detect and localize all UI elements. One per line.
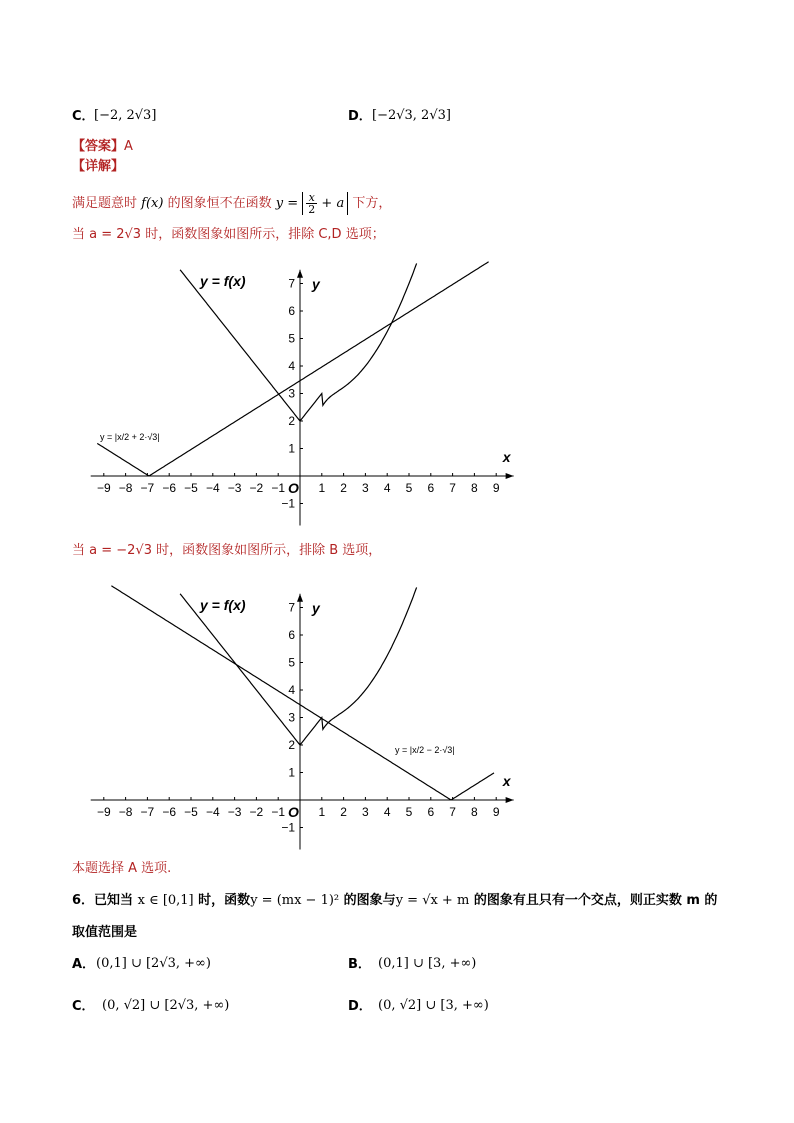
q6-option-c-value: (0, √2] ∪ [2√3, +∞): [102, 998, 230, 1013]
x-tick-label: −6: [162, 481, 177, 495]
question-number: 6．: [72, 893, 95, 908]
explain-abs-function: y = $\frac{x}{2}$ + a: [276, 196, 348, 211]
y-tick-label: 3: [288, 386, 295, 401]
q6-option-b-label: B．: [348, 957, 371, 972]
x-tick-label: 9: [492, 481, 500, 495]
curve-label: y = f(x): [200, 273, 246, 289]
y-tick-label: 1: [288, 765, 295, 780]
option-d-label: D．: [348, 109, 372, 124]
q6-text-d: 的图象有且只有一个交点，则正实数 m 的: [473, 893, 718, 908]
x-tick-label: 4: [383, 805, 391, 819]
answer-value: A: [124, 139, 133, 154]
x-tick-label: −1: [271, 805, 286, 819]
x-tick-label: 7: [449, 481, 456, 495]
y-tick-label: 6: [288, 304, 295, 318]
y-axis-label: y: [312, 600, 320, 616]
x-tick-label: 1: [318, 481, 326, 495]
y-tick-label: 4: [288, 359, 295, 373]
x-tick-label: 3: [362, 805, 369, 819]
x-tick-label: 6: [427, 481, 435, 495]
explain-fx: f(x): [141, 196, 164, 211]
x-tick-label: −3: [227, 481, 242, 495]
x-tick-label: −7: [140, 481, 155, 495]
y-tick-label: 5: [288, 331, 295, 346]
explain-line-3: [72, 542, 381, 560]
q6-cond: x ∈ [0,1]: [137, 893, 194, 908]
q6-option-b-value: (0,1] ∪ [3, +∞): [378, 956, 477, 971]
line-abs: [111, 586, 494, 800]
answer-tag: 【答案】: [72, 139, 125, 154]
x-tick-label: 9: [492, 805, 500, 819]
x-tick-label: −5: [184, 481, 198, 495]
x-tick-label: −6: [162, 805, 177, 819]
explain-text-b: 的图象恒不在函数: [167, 196, 272, 211]
q6-text-a: 已知当: [94, 893, 134, 908]
y-tick-label: 4: [288, 683, 295, 697]
x-tick-label: 6: [427, 805, 435, 819]
x-axis-label: x: [502, 449, 511, 465]
x-tick-label: −2: [249, 481, 264, 495]
curve-label: y = f(x): [200, 597, 246, 613]
x-axis-arrow: [506, 473, 514, 479]
y-axis-arrow: [297, 270, 303, 278]
x-axis-label: x: [502, 773, 511, 789]
detail-tag: 【详解】: [72, 159, 125, 174]
q6-option-c-label: C．: [72, 999, 95, 1014]
y-tick-label: 1: [288, 441, 295, 456]
x-tick-label: 1: [318, 805, 326, 819]
x-tick-label: −9: [96, 805, 111, 819]
q6-option-d-label: D．: [348, 999, 372, 1014]
x-tick-label: 5: [405, 481, 413, 495]
origin-label: O: [288, 804, 299, 820]
x-tick-label: −4: [205, 481, 220, 495]
explain-rest-2: 函数图象如图所示，排除 B 选项，: [182, 543, 382, 558]
q6-option-a-label: A．: [72, 957, 96, 972]
conclusion: 本题选择 A 选项.: [72, 861, 172, 876]
explain-text-c: 下方，: [352, 196, 392, 211]
question-6-stem: [72, 892, 717, 910]
explain-rest-1: 函数图象如图所示，排除 C,D 选项；: [171, 227, 385, 242]
line-label: y = |x/2 − 2·√3|: [395, 745, 455, 755]
x-tick-label: 2: [340, 481, 347, 495]
q6-option-d-value: (0, √2] ∪ [3, +∞): [378, 998, 489, 1013]
y-tick-label: 2: [288, 738, 295, 752]
y-tick-label: 7: [288, 276, 295, 291]
x-tick-label: −4: [205, 805, 220, 819]
q6-text-c: 的图象与: [343, 893, 396, 908]
x-tick-label: −8: [118, 481, 133, 495]
line-label: y = |x/2 + 2·√3|: [100, 432, 160, 442]
option-c-value: [−2, 2√3]: [94, 108, 157, 123]
origin-label: O: [288, 480, 299, 496]
q6-text-b: 时，函数: [198, 893, 251, 908]
y-axis-arrow: [297, 594, 303, 602]
y-tick-label: 7: [288, 600, 295, 615]
x-tick-label: 8: [471, 805, 478, 819]
x-tick-label: −2: [249, 805, 264, 819]
x-tick-label: 2: [340, 805, 347, 819]
x-tick-label: 5: [405, 805, 413, 819]
y-tick-label: −1: [281, 496, 295, 511]
q6-f1: y = (mx − 1)²: [250, 893, 340, 908]
x-tick-label: −9: [96, 481, 111, 495]
option-d-value: [−2√3, 2√3]: [372, 108, 451, 123]
x-tick-label: −3: [227, 805, 242, 819]
option-c-label: C．: [72, 109, 95, 124]
x-tick-label: 4: [383, 481, 391, 495]
x-tick-label: −5: [184, 805, 198, 819]
y-axis-label: y: [312, 276, 320, 292]
q6-text-e: 取值范围是: [72, 925, 138, 940]
x-tick-label: −1: [271, 481, 286, 495]
explain-cond-1: 当 a = 2√3 时，: [72, 227, 172, 242]
x-tick-label: −8: [118, 805, 133, 819]
x-tick-label: −7: [140, 805, 155, 819]
x-tick-label: 3: [362, 481, 369, 495]
explain-text-a: 满足题意时: [72, 196, 138, 211]
y-tick-label: 3: [288, 710, 295, 725]
y-tick-label: 2: [288, 414, 295, 428]
x-axis-arrow: [506, 797, 514, 803]
y-tick-label: −1: [281, 820, 295, 835]
q6-option-a-value: (0,1] ∪ [2√3, +∞): [96, 956, 211, 971]
y-tick-label: 6: [288, 628, 295, 642]
q6-f2: y = √x + m: [395, 893, 470, 908]
explain-cond-2: 当 a = −2√3 时，: [72, 543, 183, 558]
x-tick-label: 7: [449, 805, 456, 819]
y-tick-label: 5: [288, 655, 295, 670]
x-tick-label: 8: [471, 481, 478, 495]
